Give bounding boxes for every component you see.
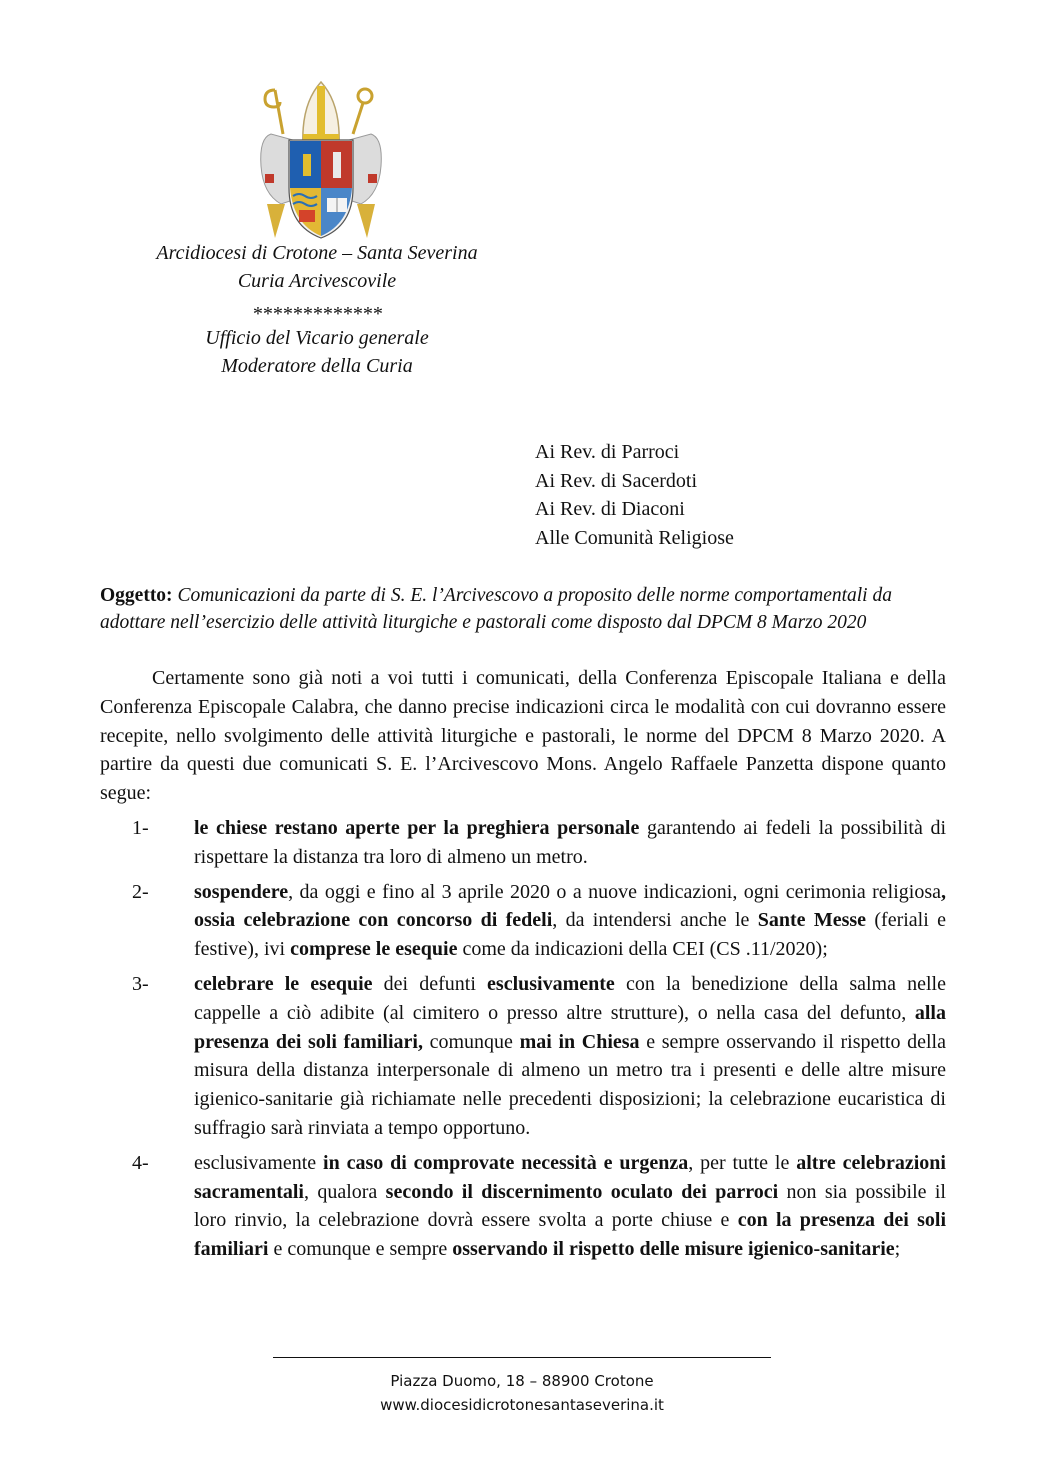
coat-of-arms-logo — [253, 76, 389, 244]
recipient-line: Ai Rev. di Diaconi — [535, 498, 685, 520]
header-diocese: Arcidiocesi di Crotone – Santa Severina — [156, 242, 478, 264]
header-office: Ufficio del Vicario generale — [205, 327, 429, 349]
list-item-bold-text: mai in Chiesa — [519, 1030, 640, 1053]
list-item-bold-text: Sante Messe — [757, 909, 867, 932]
header-role: Moderatore della Curia — [221, 355, 413, 377]
subject-label: Oggetto: — [100, 585, 173, 606]
list-item-text: , per tutte le — [688, 1151, 797, 1174]
letter-body — [100, 664, 946, 1264]
header-curia: Curia Arcivescovile — [237, 270, 397, 292]
list-item-text: comunque — [422, 1030, 520, 1053]
list-item-number: 1- — [132, 816, 149, 839]
list-item-bold-text: alla presenza dei soli familiari, — [194, 1001, 946, 1053]
list-item — [100, 814, 946, 872]
list-item-text: non sia possibile il loro rinvio, la celebrazione dovrà essere svolta a porte chiuse e — [194, 1180, 946, 1232]
list-item-bold-text: osservando il rispetto delle misure igienico-sanitarie — [452, 1238, 895, 1261]
list-item-text: (feriali e festive), ivi — [194, 909, 946, 961]
list-item-text: e sempre osservando il rispetto della misura della distanza interpersonale di almeno un metro tra i presenti e delle altre misure igienico-sanitarie già richiamate nelle precedenti disposizioni; la celebrazione eucaristica di suffragio sarà rinviata a tempo opportuno. — [194, 1030, 946, 1139]
list-item-text: garantendo ai fedeli la possibilità di rispettare la distanza tra loro di almeno un metro. — [194, 816, 946, 868]
footer-divider — [273, 1357, 771, 1358]
subject-text: Comunicazioni da parte di S. E. l’Arcivescovo a proposito delle norme comportamentali da adottare nell’esercizio delle attività liturgiche e pastorali come disposto dal DPCM 8 Marzo 2020 — [100, 585, 892, 633]
list-item — [100, 878, 946, 964]
list-item-bold-text: in caso di comprovate necessità e urgenza — [323, 1151, 689, 1174]
list-item-text: , da oggi e fino al 3 aprile 2020 o a nuove indicazioni, ogni cerimonia religiosa — [288, 880, 941, 903]
list-item-bold-text: celebrare le esequie — [194, 972, 373, 995]
list-item — [100, 970, 946, 1143]
list-item-number: 4- — [132, 1151, 149, 1174]
list-item-text: con la benedizione della salma nelle cappelle a ciò adibite (al cimitero o presso altre strutture), o nella casa del defunto, — [194, 972, 946, 1024]
footer-address: Piazza Duomo, 18 – 88900 Crotone — [390, 1372, 654, 1390]
recipient-line: Ai Rev. di Sacerdoti — [535, 469, 698, 492]
list-item-bold-text: esclusivamente — [487, 972, 615, 995]
list-item-number: 3- — [132, 972, 149, 995]
list-item-text: dei defunti — [372, 972, 488, 995]
list-item-text: esclusivamente — [194, 1151, 324, 1174]
footer-website: www.diocesidicrotonesantaseverina.it — [380, 1396, 664, 1414]
list-item-number: 2- — [132, 880, 149, 903]
list-item-bold-text: altre celebrazioni sacramentali — [194, 1151, 946, 1203]
list-item-text: e comunque e sempre — [268, 1238, 453, 1261]
list-item-bold-text: secondo il discernimento oculato dei parroci — [385, 1180, 779, 1203]
header-stars: ************* — [252, 303, 382, 325]
list-item-bold-text: con la presenza dei soli familiari — [194, 1209, 947, 1261]
dispositions-list — [100, 814, 946, 1264]
list-item — [100, 1149, 946, 1264]
list-item-bold-text: , ossia celebrazione con concorso di fedeli — [194, 880, 946, 932]
list-item-text: come da indicazioni della CEI (CS .11/2020); — [457, 938, 828, 961]
recipient-line: Alle Comunità Religiose — [535, 526, 734, 549]
recipients-block — [535, 438, 734, 552]
subject-block — [100, 582, 946, 636]
list-item-text: ; — [894, 1238, 901, 1261]
list-item-text: , qualora — [303, 1180, 386, 1203]
list-item-bold-text: comprese le esequie — [290, 938, 458, 961]
list-item-bold-text: sospendere — [194, 880, 289, 903]
intro-paragraph: Certamente sono già noti a voi tutti i comunicati, della Conferenza Episcopale Italiana e della Conferenza Episcopale Calabra, che danno precise indicazioni circa le modalità con cui dovranno essere recepite, nello svolgimento delle attività liturgiche e pastorali, le norme del DPCM 8 Marzo 2020. A partire da questi due comunicati S. E. l’Arcivescovo Mons. Angelo Raffaele Panzetta dispone quanto segue: — [100, 667, 946, 805]
list-item-bold-text: le chiese restano aperte per la preghiera personale — [194, 816, 640, 839]
list-item-text: , da intendersi anche le — [552, 909, 758, 932]
recipient-line: Ai Rev. di Parroci — [535, 441, 680, 463]
